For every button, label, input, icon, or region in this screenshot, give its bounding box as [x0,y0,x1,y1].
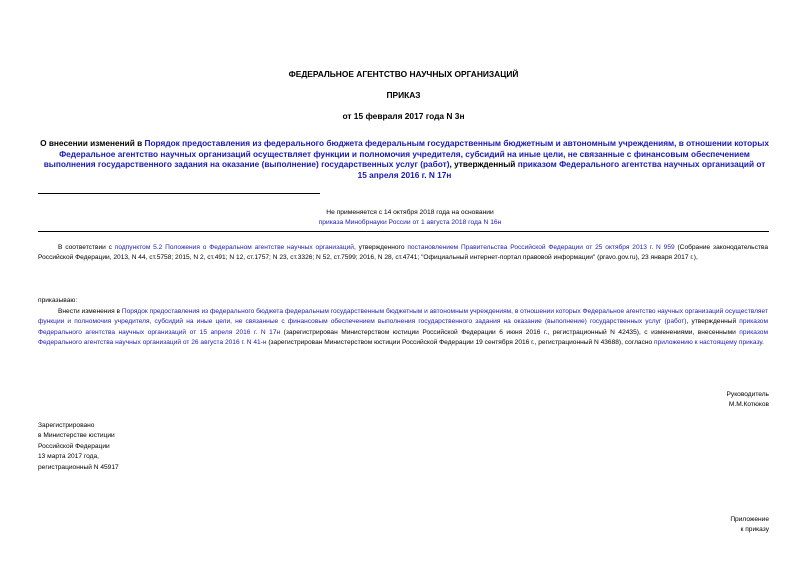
preamble-text-2: , утвержденного [353,244,408,251]
preamble-text-1: В соответствии с [58,244,115,251]
signature-name: М.М.Котюков [728,401,769,409]
appendix-line: к приказу [740,526,769,534]
preamble-link-resolution[interactable]: постановлением Правительства Российской Федерации от 25 октября 2013 г. N 959 [407,244,675,251]
registration-line: Зарегистрировано [38,422,95,429]
order-word: приказываю: [38,297,78,304]
document-title [40,138,769,180]
body-link-appendix[interactable]: приложению к настоящему приказу [654,339,763,347]
appendix-line: Приложение [730,516,769,523]
registration-block [38,421,119,473]
divider-full [38,231,769,232]
body-link-procedure[interactable]: Порядок предоставления из федерального бюджета федеральным государственным бюджетным и автономным учреждениям, в отношении которых Федеральное агентство научных организаций осуществляет функции и полномочия учредителя, субсидий на иные цели, не связанные с финансовым обеспечением выполнения государственного задания на оказание (выполнение) государственных услуг (работ) [38,308,768,326]
body-text-4: (зарегистрирован Министерством юстиции Российской Федерации 19 сентября 2016 г., регистрационный N 43688), согласно [266,339,655,347]
body-text-1: Внести изменения в [58,308,122,315]
signature-position: Руководитель [726,391,769,398]
preamble-text-3: (Собрание законодательства Российской Федерации, 2013, N 44, ст.5758; 2015, N 2, ст.491; N 12, ст.1757; N 23, ст.3326; N 52, ст.7599; 2016, N 28, ст.4741; "Официальный интернет-портал правовой информации" (pravo.gov.ru), 23 января 2017 г.), [38,244,768,262]
registration-line: в Министерстве юстиции [38,432,115,440]
registration-line: 13 марта 2017 года, [38,453,99,461]
note-line: Не применяется с 14 октября 2018 года на основании [326,209,494,216]
preamble-paragraph [38,243,768,264]
registration-line: Российской Федерации [38,442,110,450]
body-link-order-41n[interactable]: приказом Федерального агентства научных организаций от 26 августа 2016 г. N 41-н [38,328,768,347]
applicability-note [300,208,520,228]
preamble-link-regulation[interactable]: подпунктом 5.2 Положения о Федеральном агентстве научных организаций [114,244,354,251]
title-link-procedure[interactable]: Порядок предоставления из федерального бюджета федеральным государственным бюджетным и автономным учреждениям, в отношении которых Федеральное агентство научных организаций осуществляет функции и полномочия учредителя, субсидий на иные цели, не связанные с финансовым обеспечением выполнения государственного задания на оказание (выполнение) государственных услуг (работ) [43,138,769,170]
divider-short [38,193,320,194]
body-text-5: . [762,339,764,347]
title-prefix: О внесении изменений в [40,138,145,148]
title-middle: , утвержденный [449,159,518,170]
registration-line: регистрационный N 45917 [38,463,119,471]
appendix-block [600,515,769,536]
note-link[interactable]: приказа Минобрнауки России от 1 августа 2018 года N 16н [318,219,502,226]
body-paragraph [38,307,768,349]
doc-type-heading: ПРИКАЗ [386,90,421,100]
agency-heading: ФЕДЕРАЛЬНОЕ АГЕНТСТВО НАУЧНЫХ ОРГАНИЗАЦИЙ [288,69,519,79]
title-link-order[interactable]: приказом Федерального агентства научных организаций от 15 апреля 2016 г. N 17н [357,159,766,180]
signature-block [600,390,769,411]
date-number-heading: от 15 февраля 2017 года N 3н [342,111,465,121]
body-link-order-17n[interactable]: приказом Федерального агентства научных организаций от 15 апреля 2016 г. N 17н [38,318,768,336]
body-text-3: (зарегистрирован Министерством юстиции Российской Федерации 6 июня 2016 г., регистрационный N 42435), с изменениями, внесенными [280,328,740,336]
body-text-2: , утвержденный [686,318,740,326]
